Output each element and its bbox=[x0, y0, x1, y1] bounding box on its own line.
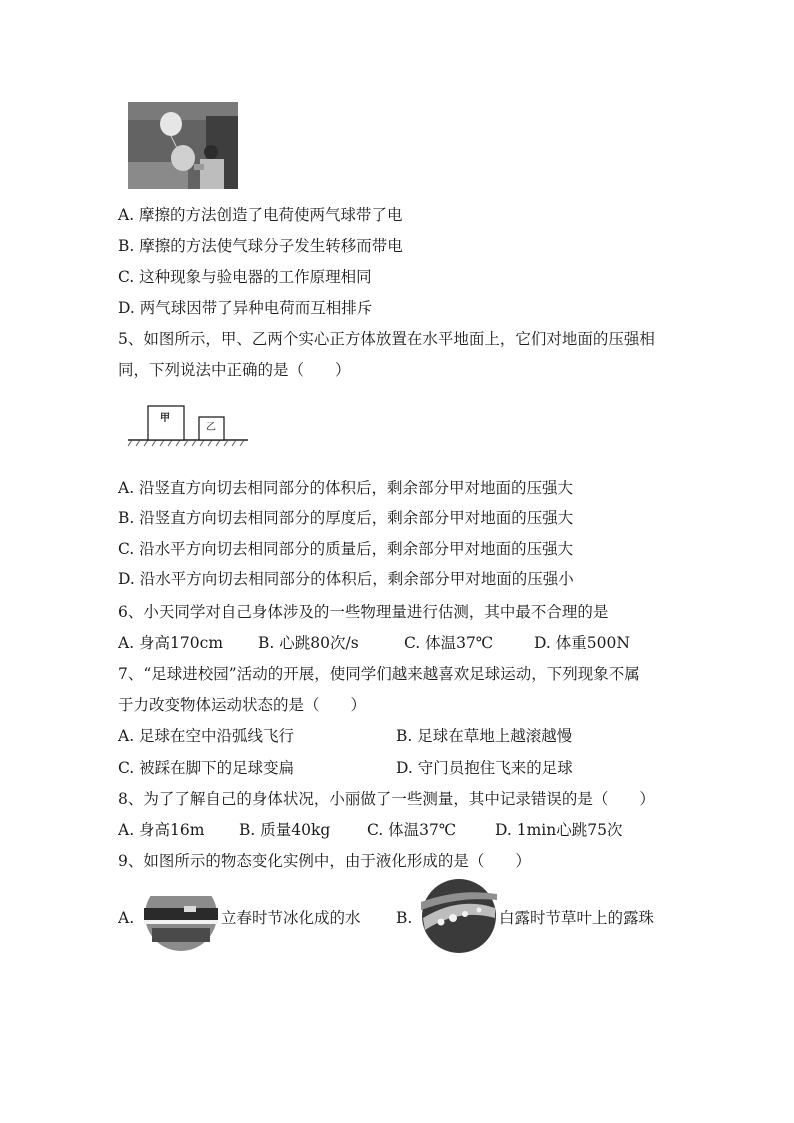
q8-option-a: A. 身高16m bbox=[118, 821, 205, 839]
q8-option-d: D. 1min心跳75次 bbox=[495, 821, 623, 839]
q6-option-c: C. 体温37℃ bbox=[404, 634, 494, 652]
q8-option-b: B. 质量40kg bbox=[239, 821, 331, 839]
ice-melt-photo bbox=[144, 878, 218, 952]
q5-option-b: B. 沿竖直方向切去相同部分的厚度后，剩余部分甲对地面的压强大 bbox=[118, 509, 574, 527]
balloon-photo-drawing bbox=[128, 102, 238, 189]
q9-stem: 9、如图所示的物态变化实例中，由于液化形成的是（ ） bbox=[118, 852, 531, 870]
q5-option-c: C. 沿水平方向切去相同部分的质量后，剩余部分甲对地面的压强大 bbox=[118, 540, 574, 558]
q8-option-c: C. 体温37℃ bbox=[367, 821, 457, 839]
q8-stem: 8、为了了解自己的身体状况，小丽做了一些测量，其中记录错误的是（ ） bbox=[118, 790, 655, 808]
q4-option-a: A. 摩擦的方法创造了电荷使两气球带了电 bbox=[118, 206, 403, 224]
q5-stem-line1: 5、如图所示，甲、乙两个实心正方体放置在水平地面上，它们对地面的压强相 bbox=[118, 330, 655, 348]
q7-option-b: B. 足球在草地上越滚越慢 bbox=[396, 727, 573, 745]
q9-option-b-letter: B. bbox=[396, 909, 413, 927]
q7-option-a: A. 足球在空中沿弧线飞行 bbox=[118, 727, 295, 745]
balloon-photo bbox=[128, 102, 238, 189]
q5-stem-line2: 同，下列说法中正确的是（ ） bbox=[118, 361, 351, 379]
q6-option-d: D. 体重500N bbox=[534, 634, 630, 652]
q7-option-d: D. 守门员抱住飞来的足球 bbox=[396, 759, 573, 777]
cubes-diagram bbox=[126, 402, 250, 448]
q5-figure bbox=[126, 402, 250, 448]
q9-option-a-text: 立春时节冰化成的水 bbox=[221, 909, 361, 927]
cube-label-jia: 甲 bbox=[160, 413, 170, 424]
q4-option-d: D. 两气球因带了异种电荷而互相排斥 bbox=[118, 299, 373, 317]
q6-option-a: A. 身高170cm bbox=[118, 634, 224, 652]
q7-stem-line1: 7、“足球进校园”活动的开展，使同学们越来越喜欢足球运动，下列现象不属 bbox=[118, 665, 640, 683]
cube-label-yi: 乙 bbox=[206, 422, 216, 433]
q9-option-b-text: 白露时节草叶上的露珠 bbox=[499, 909, 655, 927]
q7-stem-line2: 于力改变物体运动状态的是（ ） bbox=[118, 696, 367, 714]
q5-option-d: D. 沿水平方向切去相同部分的体积后，剩余部分甲对地面的压强小 bbox=[118, 570, 574, 588]
q9-option-a-letter: A. bbox=[118, 909, 135, 927]
q6-stem: 6、小天同学对自己身体涉及的一些物理量进行估测，其中最不合理的是 bbox=[118, 603, 609, 621]
dew-drawing bbox=[421, 878, 497, 954]
q5-option-a: A. 沿竖直方向切去相同部分的体积后，剩余部分甲对地面的压强大 bbox=[118, 479, 574, 497]
q7-option-c: C. 被踩在脚下的足球变扁 bbox=[118, 759, 295, 777]
dew-photo bbox=[421, 878, 497, 954]
q6-option-b: B. 心跳80次/s bbox=[258, 634, 359, 652]
q4-option-c: C. 这种现象与验电器的工作原理相同 bbox=[118, 268, 372, 286]
q4-option-b: B. 摩擦的方法使气球分子发生转移而带电 bbox=[118, 237, 403, 255]
ice-melt-drawing bbox=[144, 878, 218, 952]
